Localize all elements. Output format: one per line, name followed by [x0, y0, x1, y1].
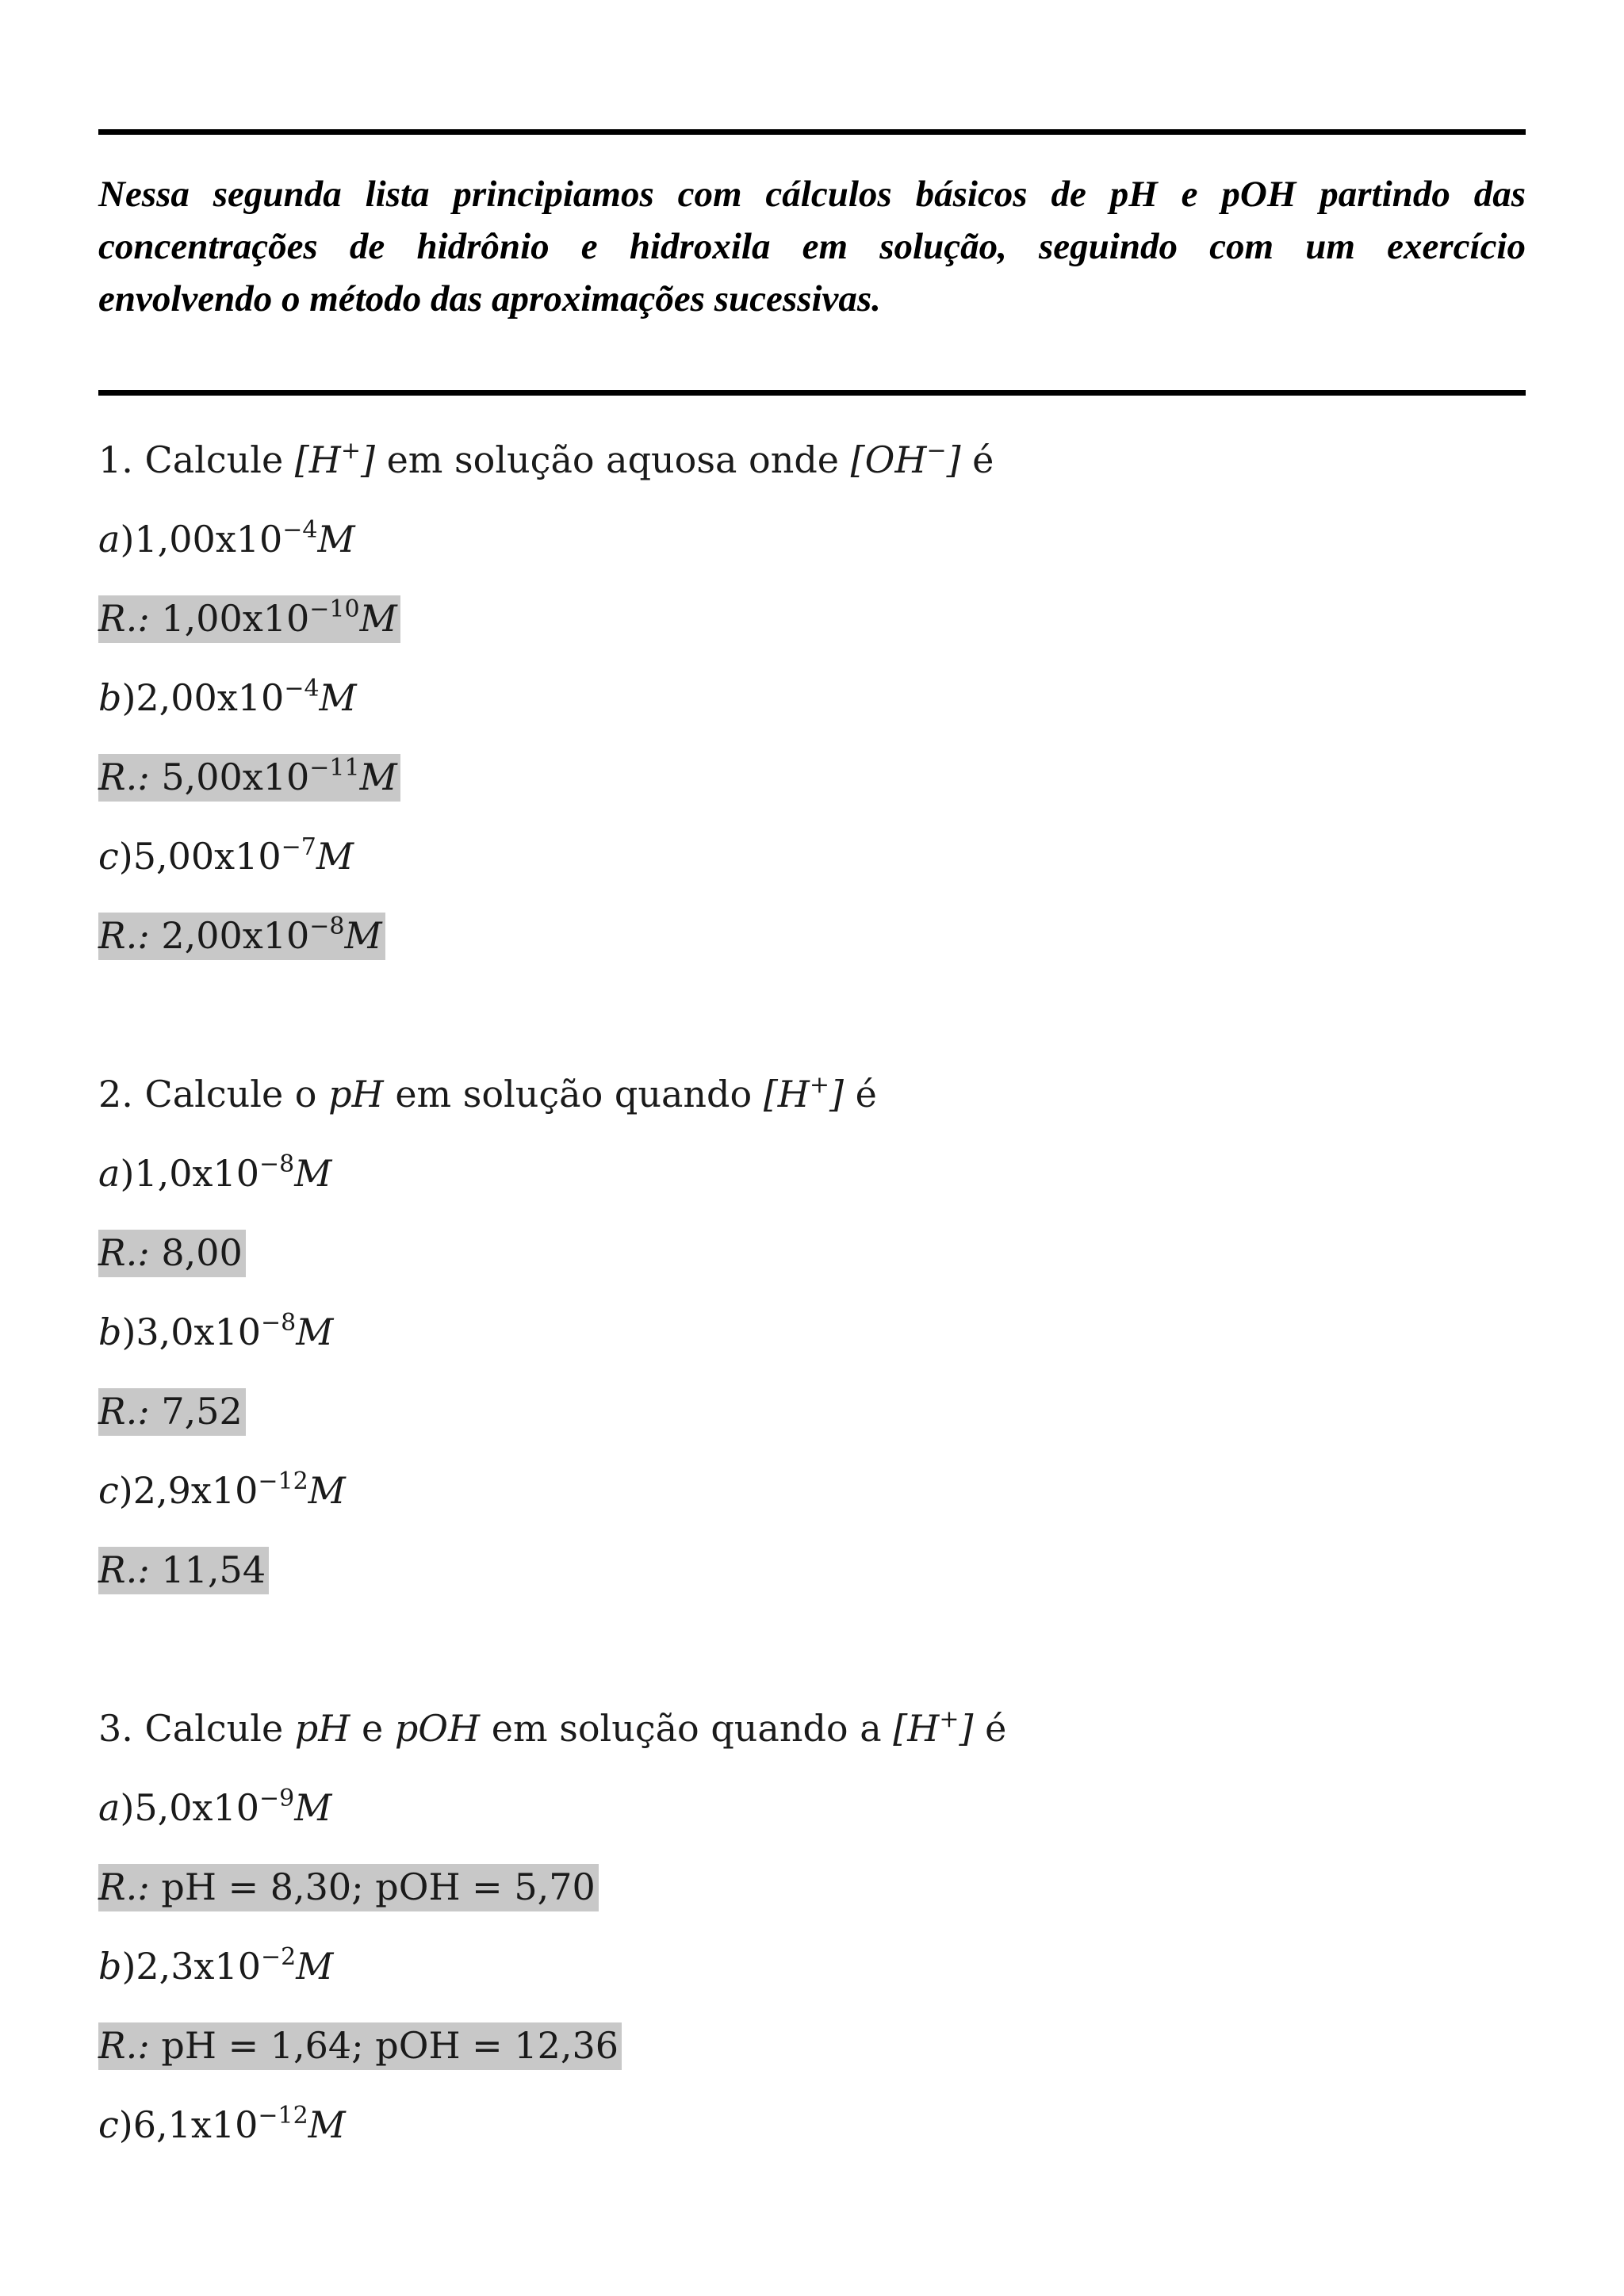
- item-unit: M: [308, 2103, 346, 2146]
- item-exponent: −2: [261, 1943, 297, 1971]
- answer-value: 7,52: [161, 1390, 243, 1433]
- question-number: 1.: [98, 438, 133, 481]
- ph-symbol: pH: [294, 1707, 350, 1750]
- item-letter: b: [98, 1945, 122, 1988]
- item-exponent: −12: [258, 1468, 308, 1495]
- q1-answer-a: [98, 596, 400, 646]
- question-text: é: [855, 1073, 877, 1115]
- item-letter: a: [98, 1786, 121, 1829]
- answer-exponent: −11: [309, 754, 360, 782]
- item-letter: b: [98, 676, 122, 719]
- answer-label: R.:: [98, 914, 150, 957]
- question-text: e: [361, 1707, 384, 1750]
- question-3-heading: [98, 1706, 1006, 1756]
- item-exponent: −12: [258, 2102, 308, 2130]
- q2-answer-a: [98, 1230, 246, 1275]
- answer-label: R.:: [98, 756, 150, 798]
- intro-line-1: Nessa segunda lista principiamos com cálculos básicos de pH e pOH partindo das: [98, 174, 1526, 215]
- item-unit: M: [308, 1469, 346, 1512]
- answer-label: R.:: [98, 2024, 150, 2067]
- item-letter: c: [98, 835, 119, 878]
- item-letter: b: [98, 1311, 122, 1353]
- question-text: em solução quando: [395, 1073, 753, 1115]
- answer-value: 11,54: [161, 1548, 266, 1591]
- q1-item-b: $b)2,00x10^{-4}M$: [98, 675, 357, 719]
- item-exponent: −8: [261, 1309, 297, 1337]
- question-number: 3.: [98, 1707, 133, 1750]
- item-unit: M: [319, 676, 357, 719]
- item-unit: M: [296, 1945, 334, 1988]
- hydronium-formula: [H+]: [763, 1071, 844, 1115]
- item-value: 1,0x10: [134, 1152, 260, 1195]
- hydronium-formula: [H+]: [893, 1705, 974, 1750]
- answer-value: 1,00x10: [161, 597, 310, 640]
- hydroxide-formula: [OH−]: [850, 437, 961, 481]
- answer-value: 8,00: [161, 1231, 243, 1274]
- ph-symbol: pH: [328, 1073, 384, 1115]
- item-value: 5,00x10: [132, 835, 282, 878]
- item-value: 3,0x10: [136, 1311, 262, 1353]
- answer-exponent: −8: [309, 913, 345, 940]
- item-value: 2,9x10: [132, 1469, 259, 1512]
- question-text: Calcule o: [144, 1073, 317, 1115]
- answer-unit: M: [359, 756, 397, 798]
- q1-item-a: $a)1,00x10^{-4}M$: [98, 516, 355, 561]
- q3-answer-a: [98, 1865, 599, 1909]
- question-number: 2.: [98, 1073, 133, 1115]
- q1-answer-b: [98, 755, 400, 805]
- q3-item-a: $a)5,0x10^{-9}M$: [98, 1785, 332, 1829]
- item-letter: c: [98, 1469, 119, 1512]
- q1-item-c: $c)5,00x10^{-7}M$: [98, 833, 354, 878]
- q2-answer-c: [98, 1548, 269, 1592]
- answer-unit: M: [344, 914, 382, 957]
- item-unit: M: [317, 518, 355, 561]
- answer-value: pH = 1,64; pOH = 12,36: [161, 2024, 619, 2067]
- q2-answer-b: [98, 1389, 246, 1433]
- answer-label: R.:: [98, 1866, 150, 1908]
- question-text: é: [972, 438, 994, 481]
- answer-value: pH = 8,30; pOH = 5,70: [161, 1866, 596, 1908]
- item-value: 2,3x10: [136, 1945, 262, 1988]
- q2-item-c: $c)2,9x10^{-12}M$: [98, 1468, 346, 1512]
- item-unit: M: [296, 1311, 334, 1353]
- question-text: em solução aquosa onde: [386, 438, 840, 481]
- top-rule: [98, 129, 1526, 135]
- item-value: 2,00x10: [136, 676, 285, 719]
- poh-symbol: pOH: [394, 1707, 481, 1750]
- answer-label: R.:: [98, 1548, 150, 1591]
- item-exponent: −4: [282, 516, 318, 544]
- intro-line-2: concentrações de hidrônio e hidroxila em solução, seguindo com um exercício: [98, 226, 1526, 267]
- intro-line-3: envolvendo o método das aproximações sucessivas.: [98, 278, 881, 320]
- item-unit: M: [294, 1152, 332, 1195]
- answer-unit: M: [359, 597, 397, 640]
- item-unit: M: [294, 1786, 332, 1829]
- item-value: 1,00x10: [134, 518, 283, 561]
- question-1-heading: [98, 438, 994, 488]
- intro-paragraph: [98, 168, 1526, 325]
- q2-item-b: $b)3,0x10^{-8}M$: [98, 1309, 334, 1353]
- question-text: em solução quando a: [491, 1707, 882, 1750]
- item-exponent: −7: [281, 833, 316, 861]
- item-exponent: −4: [284, 675, 320, 702]
- item-letter: a: [98, 518, 121, 561]
- bottom-rule: [98, 390, 1526, 396]
- item-letter: a: [98, 1152, 121, 1195]
- question-text: é: [985, 1707, 1007, 1750]
- q3-answer-b: [98, 2023, 622, 2068]
- question-text: Calcule: [144, 1707, 284, 1750]
- item-exponent: −8: [259, 1150, 295, 1178]
- question-text: Calcule: [144, 438, 284, 481]
- q3-item-c: $c)6,1x10^{-12}M$: [98, 2102, 346, 2146]
- q2-item-a: $a)1,0x10^{-8}M$: [98, 1150, 332, 1195]
- item-value: 5,0x10: [134, 1786, 260, 1829]
- answer-exponent: −10: [309, 595, 360, 623]
- item-letter: c: [98, 2103, 119, 2146]
- answer-label: R.:: [98, 1390, 150, 1433]
- answer-value: 2,00x10: [161, 914, 310, 957]
- answer-label: R.:: [98, 1231, 150, 1274]
- item-value: 6,1x10: [132, 2103, 259, 2146]
- answer-label: R.:: [98, 597, 150, 640]
- item-exponent: −9: [259, 1785, 295, 1812]
- hydronium-formula: [H+]: [294, 437, 375, 481]
- answer-value: 5,00x10: [161, 756, 310, 798]
- q3-item-b: $b)2,3x10^{-2}M$: [98, 1943, 334, 1988]
- q1-answer-c: [98, 913, 385, 963]
- item-unit: M: [316, 835, 354, 878]
- question-2-heading: [98, 1072, 877, 1122]
